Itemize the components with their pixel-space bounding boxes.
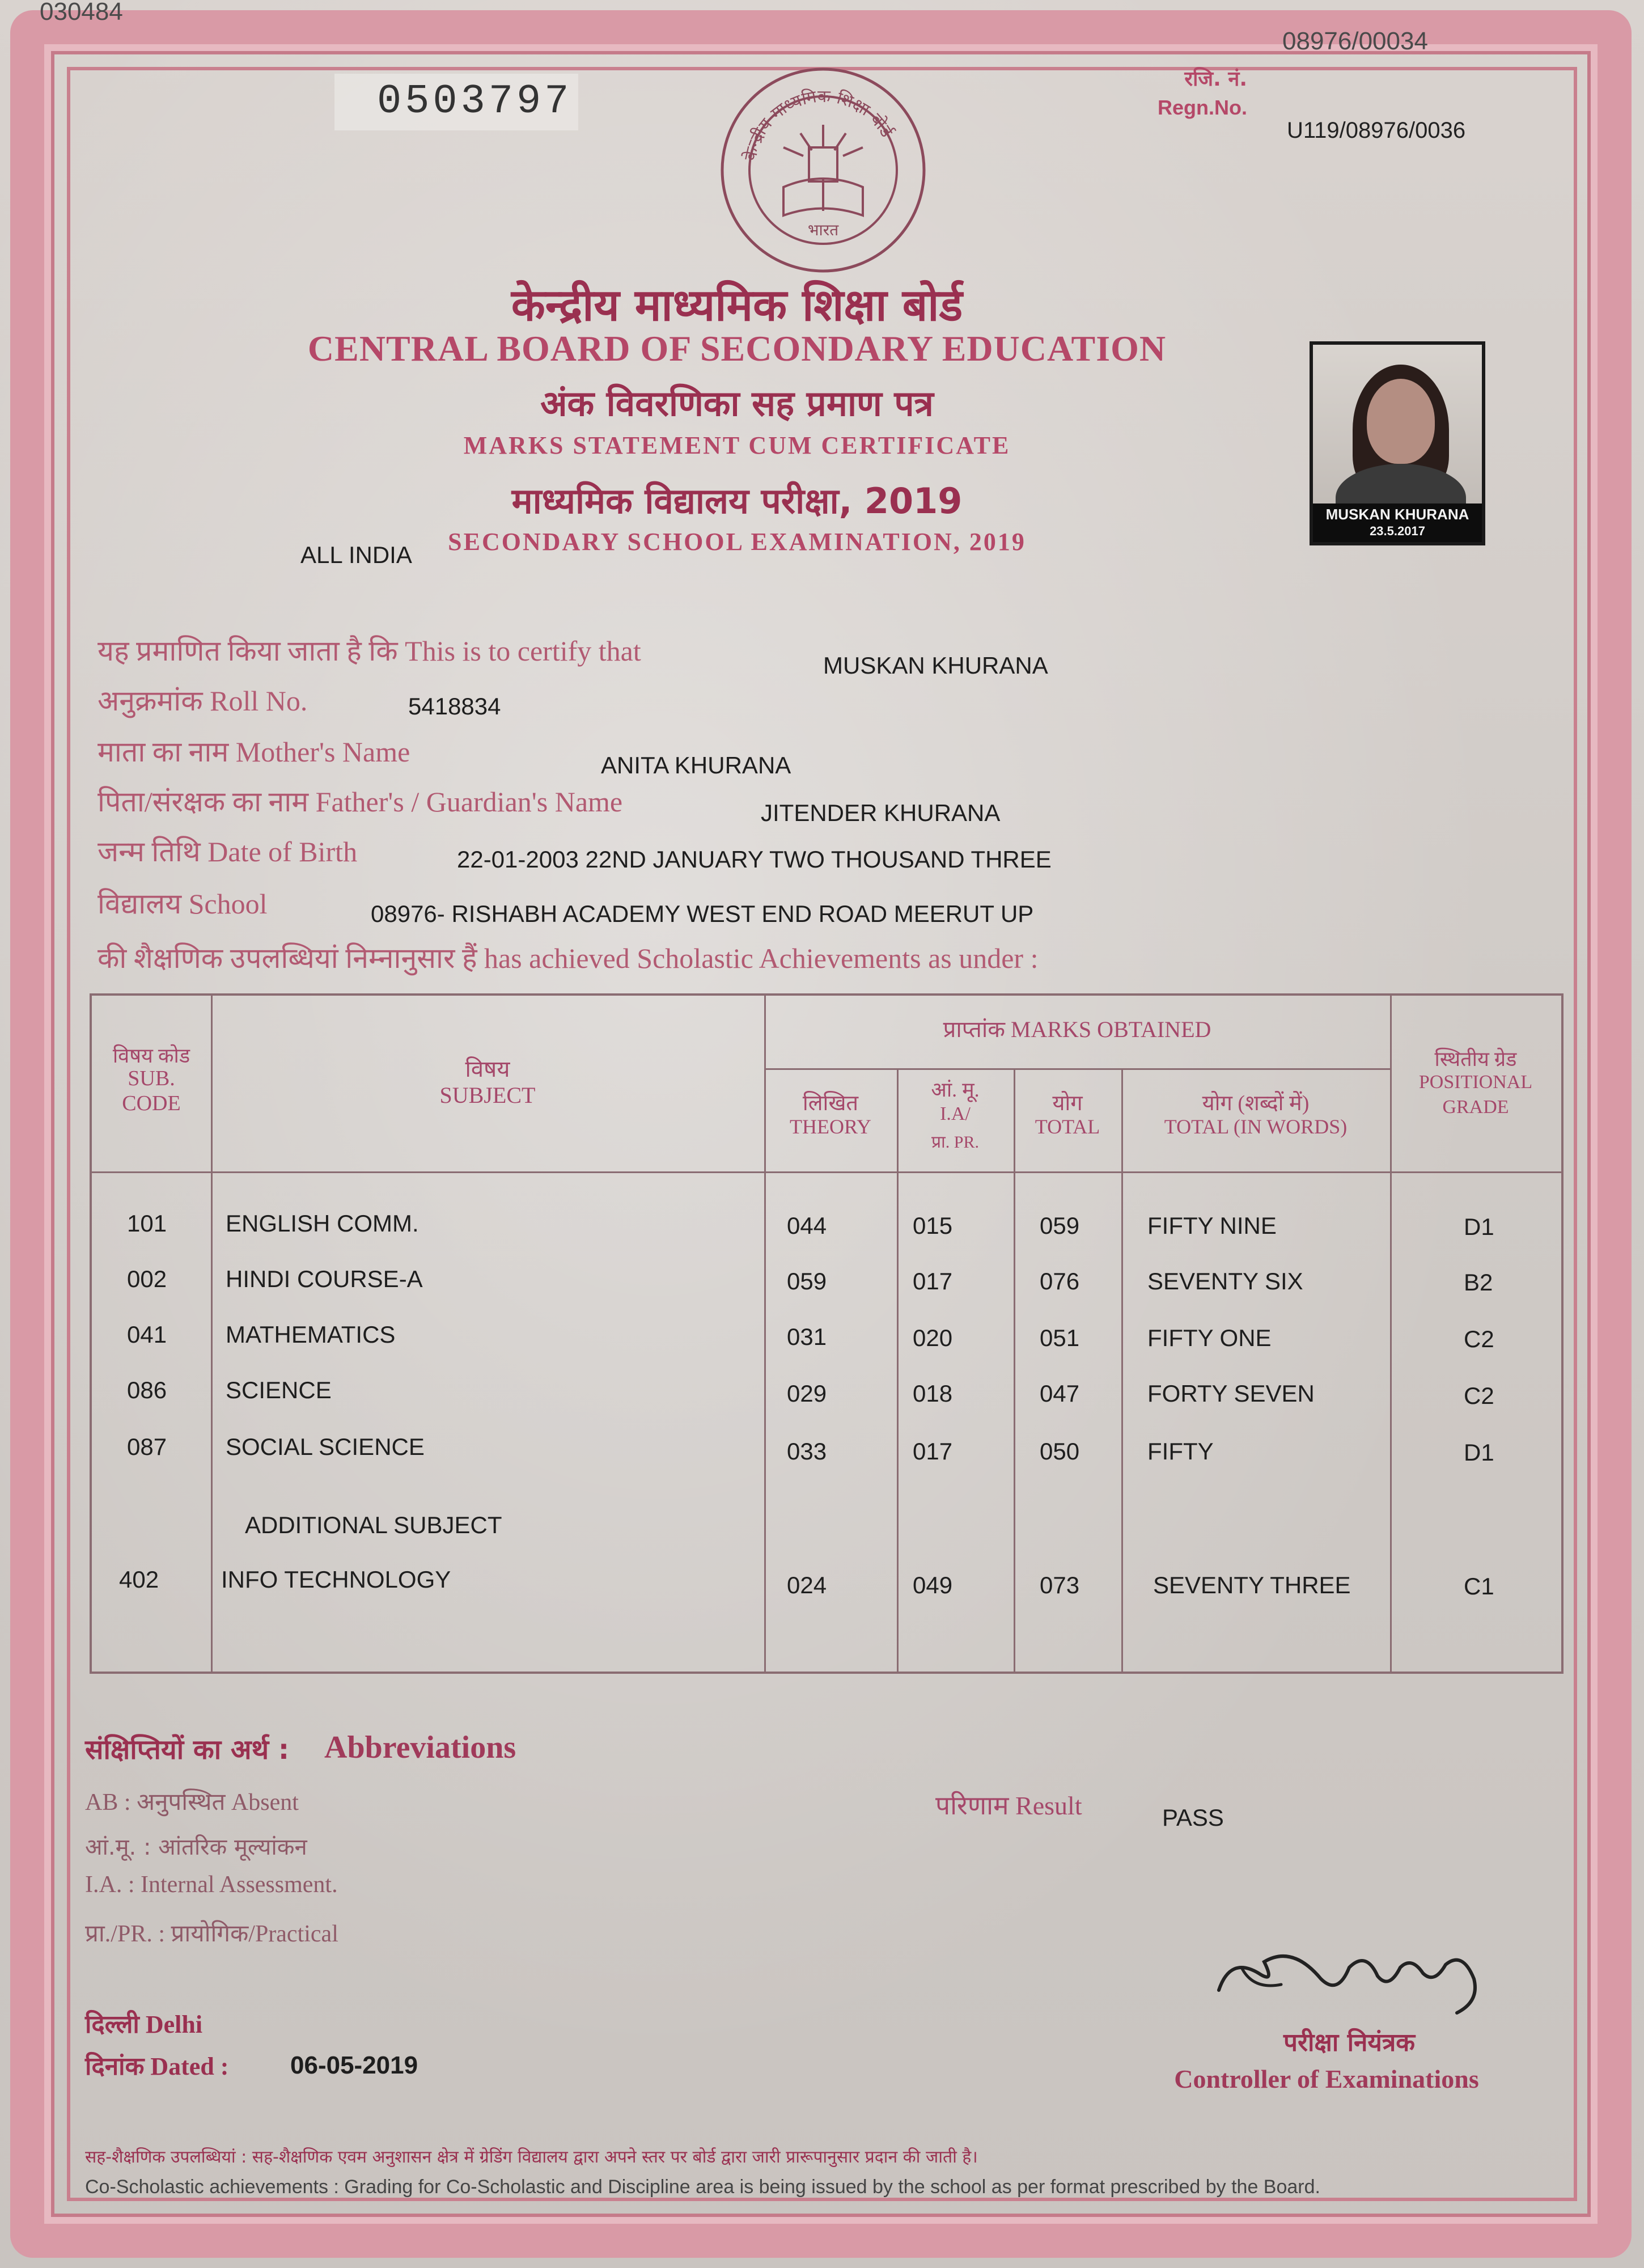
row-words: FORTY SEVEN xyxy=(1147,1380,1315,1407)
controller-hindi: परीक्षा नियंत्रक xyxy=(1283,2028,1416,2057)
header-total-hindi: योग xyxy=(1052,1091,1083,1115)
achievements-label: की शैक्षणिक उपलब्धियां निम्नानुसार हैं has achieved Scholastic Achievements as under : xyxy=(98,942,1039,974)
header-marks-obtained: प्राप्तांक MARKS OBTAINED xyxy=(943,1017,1211,1042)
serial-number: 0503797 xyxy=(377,78,573,125)
row-grade: D1 xyxy=(1464,1213,1494,1240)
row-code: 002 xyxy=(127,1266,167,1292)
header-code-1: SUB. xyxy=(128,1067,175,1090)
header-ia-1: I.A/ xyxy=(940,1103,971,1124)
row-theory: 029 xyxy=(787,1380,827,1407)
top-right-code: 08976/00034 xyxy=(1282,27,1428,55)
controller-title: Controller of Examinations xyxy=(1174,2064,1479,2093)
row-ia: 049 xyxy=(913,1572,953,1598)
exam-title: SECONDARY SCHOOL EXAMINATION, 2019 xyxy=(448,528,1026,556)
row-words: SEVENTY SIX xyxy=(1147,1268,1303,1294)
result-label: परिणाम Result xyxy=(935,1791,1082,1820)
row-subject: HINDI COURSE-A xyxy=(226,1266,423,1292)
row-words: FIFTY xyxy=(1147,1438,1214,1465)
father-name: JITENDER KHURANA xyxy=(761,799,1001,826)
row-subject: SCIENCE xyxy=(226,1377,332,1403)
row-total: 073 xyxy=(1040,1572,1080,1598)
row-subject: MATHEMATICS xyxy=(226,1321,396,1348)
dob-label: जन्म तिथि Date of Birth xyxy=(98,836,358,868)
place: दिल्ली Delhi xyxy=(85,2011,203,2038)
result-value: PASS xyxy=(1162,1804,1224,1831)
header-subject: SUBJECT xyxy=(439,1082,536,1108)
row-theory: 031 xyxy=(787,1323,827,1350)
abbr-absent: AB : अनुपस्थित Absent xyxy=(85,1789,299,1816)
marks-table xyxy=(90,993,1564,1674)
roll-number: 5418834 xyxy=(408,693,501,720)
certificate-title: MARKS STATEMENT CUM CERTIFICATE xyxy=(463,431,1011,459)
board-title-hindi: केन्द्रीय माध्यमिक शिक्षा बोर्ड xyxy=(511,280,963,331)
certify-label: यह प्रमाणित किया जाता है कि This is to certify that xyxy=(98,635,641,667)
abbr-ia: I.A. : Internal Assessment. xyxy=(85,1872,338,1898)
issue-date: 06-05-2019 xyxy=(290,2051,418,2079)
row-words: FIFTY NINE xyxy=(1147,1212,1277,1239)
row-subject: ENGLISH COMM. xyxy=(226,1210,419,1237)
roll-label: अनुक्रमांक Roll No. xyxy=(98,685,308,717)
seal-bottom-text: भारत xyxy=(807,221,839,239)
father-label: पिता/संरक्षक का नाम Father's / Guardian's Name xyxy=(98,786,623,818)
abbr-practical: प्रा./PR. : प्रायोगिक/Practical xyxy=(85,1921,338,1947)
student-photo xyxy=(1310,341,1485,545)
row-code: 086 xyxy=(127,1377,167,1403)
footer-hindi: सह-शैक्षणिक उपलब्धियां : सह-शैक्षणिक एवम अनुशासन क्षेत्र में ग्रेडिंग विद्यालय द्वारा अपने स्तर पर बोर्ड द्वारा जारी प्रारूपानुसार प्रदान की जाती है। xyxy=(85,2147,978,2167)
photo-caption-date: 23.5.2017 xyxy=(1370,524,1425,538)
row-total: 050 xyxy=(1040,1438,1080,1465)
row-code: 041 xyxy=(127,1321,167,1348)
date-of-birth: 22-01-2003 22ND JANUARY TWO THOUSAND THREE xyxy=(457,846,1052,873)
row-ia: 018 xyxy=(913,1380,953,1407)
row-grade: C2 xyxy=(1464,1382,1494,1409)
board-title: CENTRAL BOARD OF SECONDARY EDUCATION xyxy=(307,328,1167,369)
row-total: 059 xyxy=(1040,1212,1080,1239)
mother-name: ANITA KHURANA xyxy=(601,752,791,778)
row-theory: 044 xyxy=(787,1212,827,1239)
row-theory: 059 xyxy=(787,1268,827,1294)
school-name: 08976- RISHABH ACADEMY WEST END ROAD MEERUT UP xyxy=(371,900,1034,927)
row-total: 076 xyxy=(1040,1268,1080,1294)
row-ia: 017 xyxy=(913,1438,953,1465)
header-subject-hindi: विषय xyxy=(465,1056,510,1082)
mother-label: माता का नाम Mother's Name xyxy=(98,736,410,768)
row-grade: D1 xyxy=(1464,1439,1494,1466)
additional-subject-label: ADDITIONAL SUBJECT xyxy=(245,1512,502,1538)
region: ALL INDIA xyxy=(300,541,412,568)
date-label: दिनांक Dated : xyxy=(85,2053,229,2080)
row-grade: B2 xyxy=(1464,1269,1493,1296)
row-subject: INFO TECHNOLOGY xyxy=(221,1566,451,1593)
row-words: FIFTY ONE xyxy=(1147,1325,1272,1351)
row-words: SEVENTY THREE xyxy=(1153,1572,1351,1598)
row-ia: 017 xyxy=(913,1268,953,1294)
row-ia: 015 xyxy=(913,1212,953,1239)
row-total: 047 xyxy=(1040,1380,1080,1407)
header-ia-2: प्रा. PR. xyxy=(931,1133,980,1152)
header-theory: THEORY xyxy=(790,1115,871,1138)
row-code: 101 xyxy=(127,1210,167,1237)
student-name: MUSKAN KHURANA xyxy=(823,652,1048,679)
header-total: TOTAL xyxy=(1035,1115,1100,1138)
controller-signature xyxy=(1207,1911,1502,2019)
abbreviations-title: Abbreviations xyxy=(324,1730,516,1765)
row-code: 402 xyxy=(119,1566,159,1593)
header-code-hindi: विषय कोड xyxy=(112,1044,190,1067)
school-label: विद्यालय School xyxy=(98,888,268,920)
row-ia: 020 xyxy=(913,1325,953,1351)
header-words-hindi: योग (शब्दों में) xyxy=(1202,1091,1310,1115)
header-ia-hindi: आं. मू. xyxy=(931,1078,980,1101)
header-code-2: CODE xyxy=(122,1091,181,1115)
abbr-ia-hindi: आं.मू. : आंतरिक मूल्यांकन xyxy=(85,1834,307,1860)
regn-label: Regn.No. xyxy=(1158,96,1247,119)
exam-title-hindi: माध्यमिक विद्यालय परीक्षा, 2019 xyxy=(511,480,963,522)
svg-text:केन्द्रीय माध्यमिक शिक्षा बोर् xyxy=(740,87,897,163)
row-subject: SOCIAL SCIENCE xyxy=(226,1433,425,1460)
top-left-code: 030484 xyxy=(40,0,123,26)
row-theory: 024 xyxy=(787,1572,827,1598)
header-words: TOTAL (IN WORDS) xyxy=(1164,1115,1348,1138)
regn-label-hindi: रजि. नं. xyxy=(1184,67,1247,91)
row-theory: 033 xyxy=(787,1438,827,1465)
row-total: 051 xyxy=(1040,1325,1080,1351)
header-grade-1: POSITIONAL xyxy=(1418,1072,1533,1093)
row-grade: C2 xyxy=(1464,1326,1494,1352)
photo-caption-name: MUSKAN KHURANA xyxy=(1325,506,1469,523)
header-grade-hindi: स्थितीय ग्रेड xyxy=(1434,1048,1517,1070)
header-theory-hindi: लिखित xyxy=(802,1091,859,1115)
footer-note: Co-Scholastic achievements : Grading for Co-Scholastic and Discipline area is being issued by the school as per format prescribed by the Board. xyxy=(85,2176,1320,2198)
header-grade-2: GRADE xyxy=(1442,1097,1509,1118)
row-grade: C1 xyxy=(1464,1573,1494,1600)
abbreviations-title-hindi: संक्षिप्तियों का अर्थ : xyxy=(85,1734,290,1766)
seal-ring-text: केन्द्रीय माध्यमिक शिक्षा बोर्ड xyxy=(740,86,897,163)
certificate-title-hindi: अंक विवरणिका सह प्रमाण पत्र xyxy=(540,383,934,424)
row-code: 087 xyxy=(127,1433,167,1460)
cbse-seal-icon xyxy=(715,62,931,278)
regn-value: U119/08976/0036 xyxy=(1287,118,1466,143)
